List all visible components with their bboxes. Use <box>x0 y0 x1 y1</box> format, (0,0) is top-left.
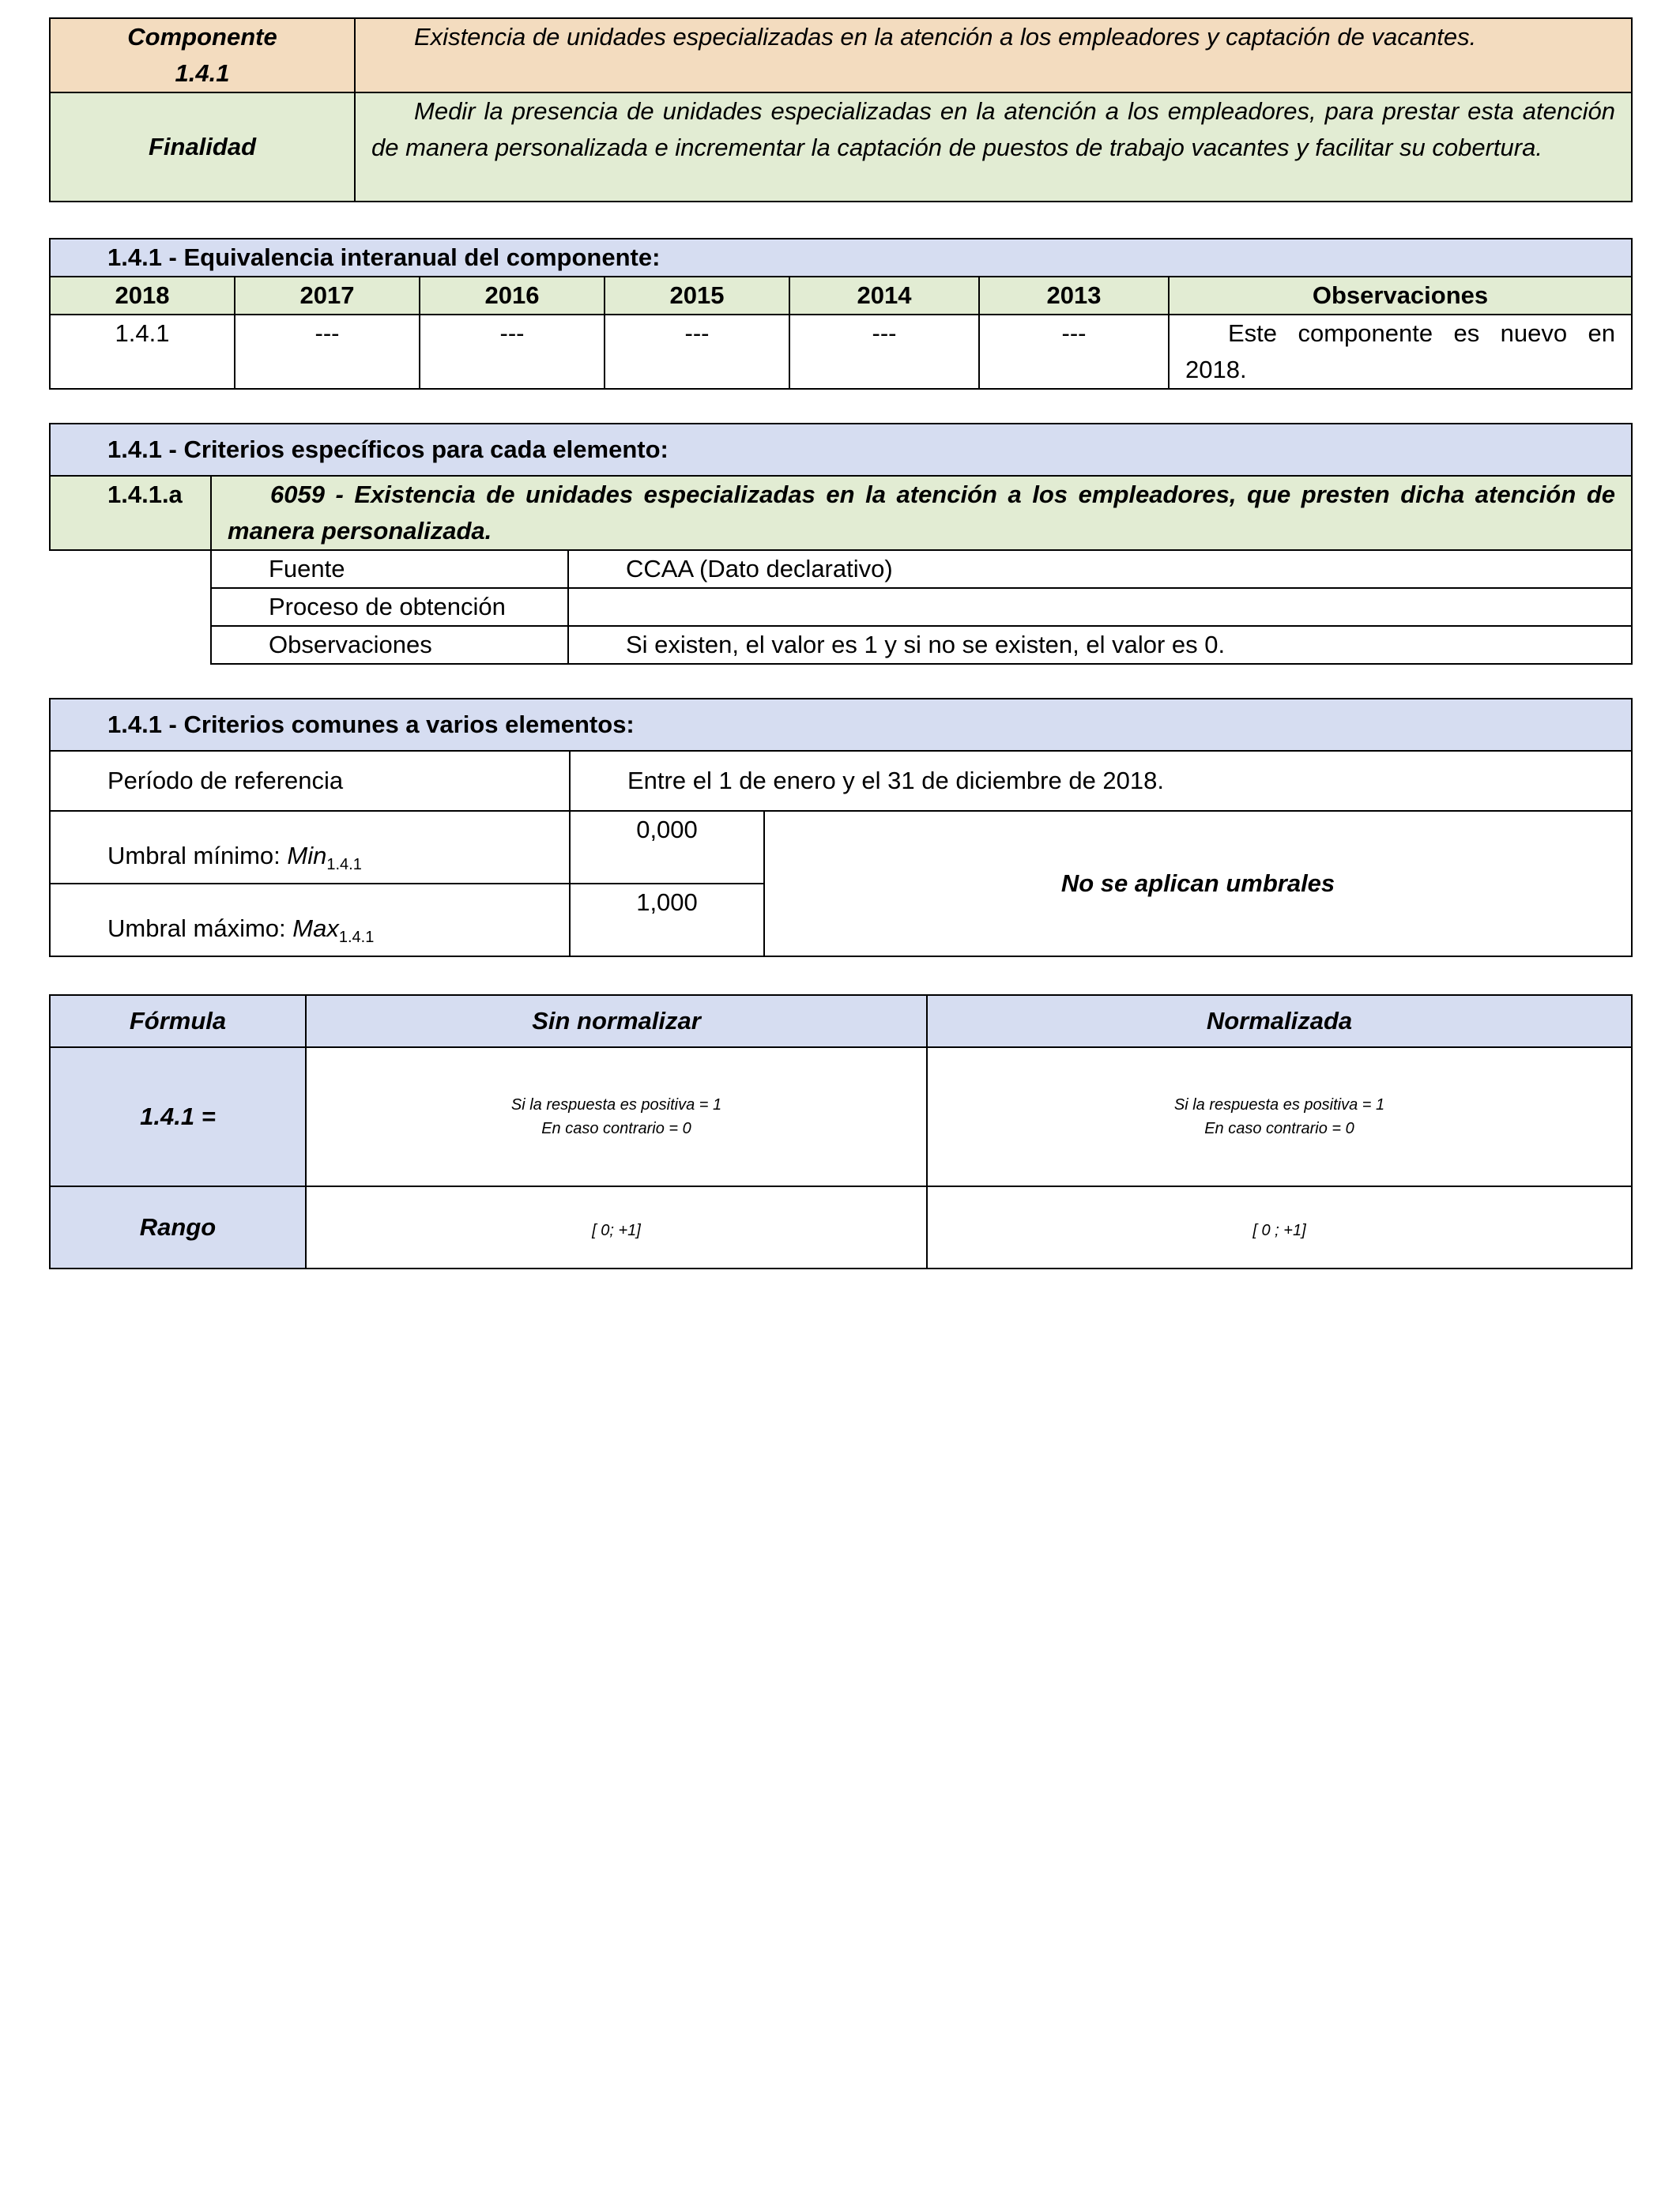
norm-formula-line: Si la respuesta es positiva = 1 <box>1173 1096 1385 1114</box>
equiv-header: 2017 <box>235 277 420 315</box>
raw-range-text: [ 0; +1] <box>592 1222 641 1239</box>
purpose-text: Medir la presencia de unidades especializadas en la atención a los empleadores, para prestar esta atención de manera personalizada e incrementar la captación de puestos de trabajo vacantes y facilitar su cobertura. <box>355 92 1632 202</box>
equivalence-table <box>49 238 1633 390</box>
period-label: Período de referencia <box>50 751 570 811</box>
criteria-row-label: Fuente <box>211 550 568 588</box>
equiv-cell: --- <box>979 315 1169 389</box>
purpose-label: Finalidad <box>50 92 355 202</box>
common-criteria-title: 1.4.1 - Criterios comunes a varios elementos: <box>50 699 1632 751</box>
min-threshold-value: 0,000 <box>570 811 764 884</box>
formula-header: Normalizada <box>927 995 1632 1047</box>
raw-formula-line: En caso contrario = 0 <box>541 1120 691 1137</box>
formula-table <box>49 994 1633 1269</box>
specific-criteria-table <box>49 423 1633 665</box>
criteria-row-label: Proceso de obtención <box>211 588 568 626</box>
equiv-cell: --- <box>235 315 420 389</box>
formula-header: Sin normalizar <box>306 995 927 1047</box>
equiv-header: 2014 <box>789 277 979 315</box>
equiv-header: Observaciones <box>1169 277 1632 315</box>
component-label-text: Componente 1.4.1 <box>127 23 277 87</box>
equiv-cell: --- <box>420 315 605 389</box>
equiv-cell: 1.4.1 <box>50 315 235 389</box>
min-label-text: Umbral mínimo: <box>107 841 288 869</box>
formula-header: Fórmula <box>50 995 306 1047</box>
component-label <box>50 18 355 92</box>
common-criteria-table <box>49 698 1633 957</box>
max-threshold-label <box>50 884 570 956</box>
period-value: Entre el 1 de enero y el 31 de diciembre de 2018. <box>570 751 1632 811</box>
criteria-row-label: Observaciones <box>211 626 568 664</box>
max-sub: 1.4.1 <box>338 929 375 946</box>
norm-formula-line: En caso contrario = 0 <box>1204 1120 1354 1137</box>
raw-range <box>306 1186 927 1269</box>
equiv-header: 2018 <box>50 277 235 315</box>
criteria-row-value <box>568 588 1632 626</box>
formula-label: 1.4.1 = <box>50 1047 306 1186</box>
equiv-header: 2013 <box>979 277 1169 315</box>
min-sub: 1.4.1 <box>326 856 362 873</box>
min-var: Min <box>287 841 327 869</box>
specific-criteria-title: 1.4.1 - Criterios específicos para cada elemento: <box>50 424 1632 476</box>
min-threshold-label <box>50 811 570 884</box>
max-var: Max <box>292 914 339 942</box>
normalized-range <box>927 1186 1632 1269</box>
raw-formula <box>306 1047 927 1186</box>
component-title: Existencia de unidades especializadas en la atención a los empleadores y captación de vacantes. <box>355 18 1632 92</box>
criteria-row-value: CCAA (Dato declarativo) <box>568 550 1632 588</box>
element-text: 6059 - Existencia de unidades especializadas en la atención a los empleadores, que presten dicha atención de manera personalizada. <box>211 476 1632 550</box>
equiv-observations: Este componente es nuevo en 2018. <box>1169 315 1632 389</box>
spacer <box>50 588 211 626</box>
spacer <box>50 626 211 664</box>
range-label: Rango <box>50 1186 306 1269</box>
equiv-cell: --- <box>605 315 789 389</box>
equiv-header: 2015 <box>605 277 789 315</box>
component-table <box>49 17 1633 202</box>
criteria-row-value: Si existen, el valor es 1 y si no se existen, el valor es 0. <box>568 626 1632 664</box>
norm-range-text: [ 0 ; +1] <box>1252 1222 1306 1239</box>
spacer <box>50 550 211 588</box>
normalized-formula <box>927 1047 1632 1186</box>
equiv-cell: --- <box>789 315 979 389</box>
max-label-text: Umbral máximo: <box>107 914 293 942</box>
equivalence-title: 1.4.1 - Equivalencia interanual del componente: <box>50 239 1632 277</box>
threshold-note: No se aplican umbrales <box>764 811 1632 956</box>
element-id: 1.4.1.a <box>50 476 211 550</box>
equiv-header: 2016 <box>420 277 605 315</box>
raw-formula-line: Si la respuesta es positiva = 1 <box>510 1096 722 1114</box>
max-threshold-value: 1,000 <box>570 884 764 956</box>
